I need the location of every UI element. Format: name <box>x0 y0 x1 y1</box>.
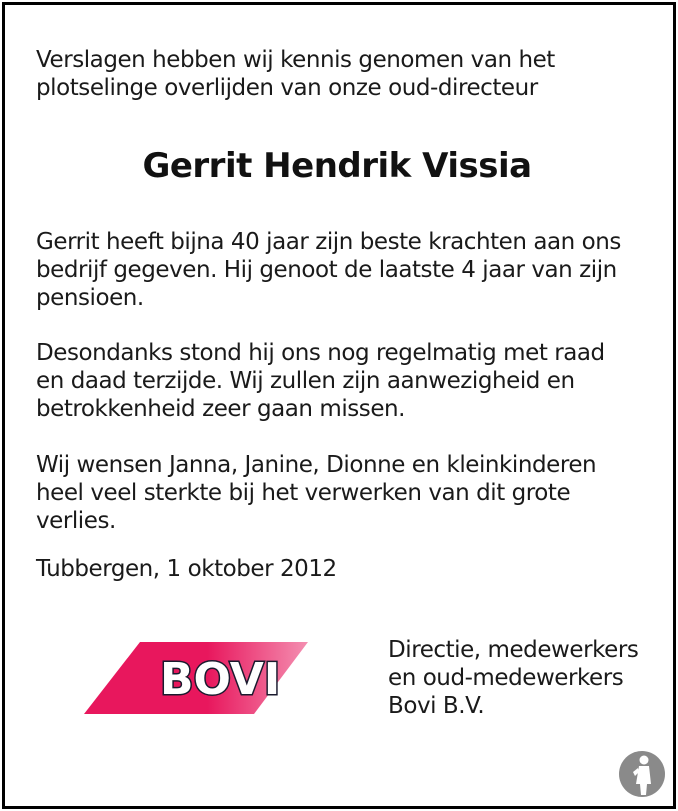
place-date: Tubbergen, 1 oktober 2012 <box>36 556 337 582</box>
signature-line: Bovi B.V. <box>388 693 485 719</box>
intro-line: Verslagen hebben wij kennis genomen van het <box>36 47 555 73</box>
bovi-logo <box>82 628 332 748</box>
paragraph-involvement <box>36 339 651 423</box>
bovi-logo-graphic <box>82 628 332 748</box>
paragraph-line: pensioen. <box>36 285 144 311</box>
paragraph-condolences <box>36 451 651 535</box>
paragraph-line: Wij wensen Janna, Janine, Dionne en kleinkinderen <box>36 452 597 478</box>
paragraph-line: verlies. <box>36 508 116 534</box>
signature <box>388 636 638 720</box>
signature-line: en oud-medewerkers <box>388 665 624 691</box>
paragraph-line: heel veel sterkte bij het verwerken van dit grote <box>36 480 571 506</box>
paragraph-line: betrokkenheid zeer gaan missen. <box>36 396 406 422</box>
paragraph-career <box>36 228 651 312</box>
paragraph-line: bedrijf gegeven. Hij genoot de laatste 4 jaar van zijn <box>36 257 617 283</box>
signature-line: Directie, medewerkers <box>388 637 639 663</box>
memorial-figure-icon[interactable] <box>618 748 666 800</box>
paragraph-line: Gerrit heeft bijna 40 jaar zijn beste krachten aan ons <box>36 229 621 255</box>
intro-line: plotselinge overlijden van onze oud-directeur <box>36 75 538 101</box>
paragraph-line: Desondanks stond hij ons nog regelmatig met raad <box>36 340 605 366</box>
logo-text: BOVI <box>160 654 281 705</box>
paragraph-line: en daad terzijde. Wij zullen zijn aanwezigheid en <box>36 368 575 394</box>
deceased-name: Gerrit Hendrik Vissia <box>142 146 532 186</box>
intro-text <box>36 46 651 102</box>
